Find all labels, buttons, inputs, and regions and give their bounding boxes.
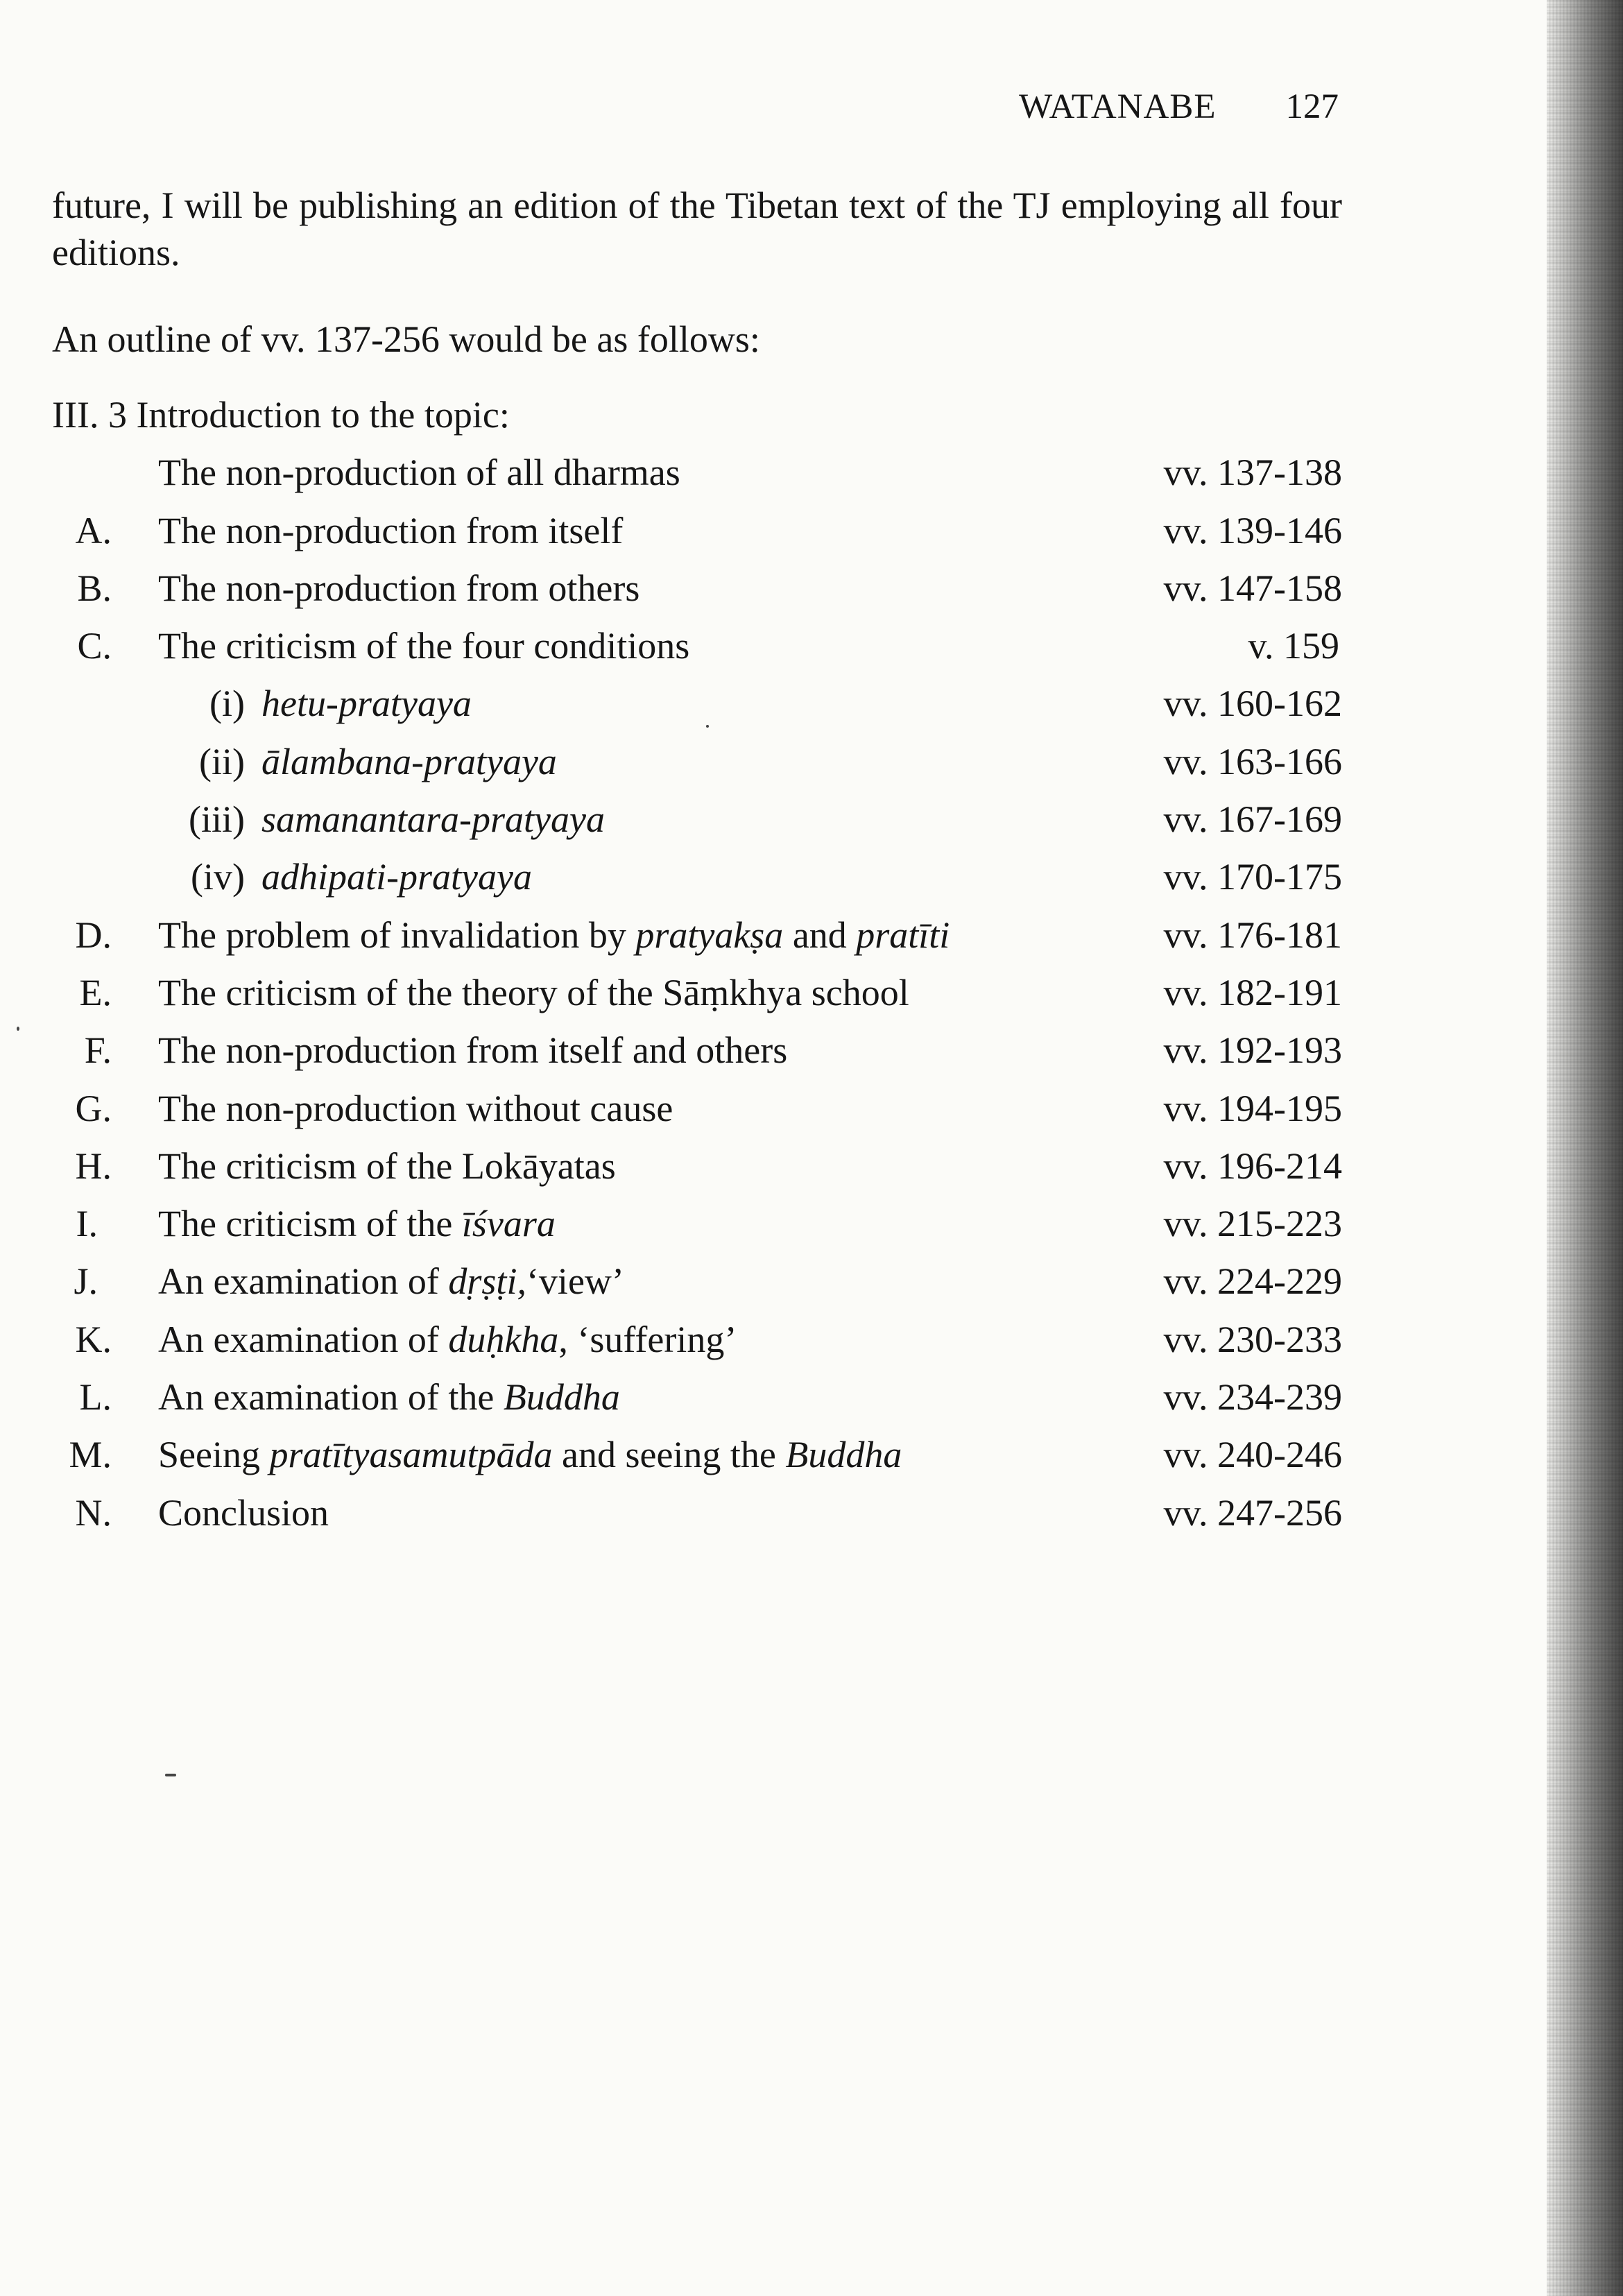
verse-range: vv. 139-146 [1163,509,1342,551]
verse-range: vv. 160-162 [1163,683,1342,725]
outline-row [52,964,1342,1022]
verse-range: vv. 163-166 [1163,740,1342,782]
outline-item-label: L. [79,1376,112,1419]
outline-subrow [52,675,1342,733]
text-run: and seeing the [552,1434,786,1476]
verse-range: vv. 182-191 [1163,971,1342,1013]
outline-item-label: H. [75,1145,112,1187]
outline-row [52,1195,1342,1253]
outline-row [52,1311,1342,1369]
verse-range: vv. 247-256 [1163,1491,1342,1534]
outline-subitem-text: adhipati-pratyaya [261,856,532,898]
outline-subrow [52,791,1342,848]
outline-row [52,560,1342,617]
outline-section-heading [52,386,1342,444]
verse-range: vv. 234-239 [1163,1376,1342,1419]
text-run: , ‘suffering’ [558,1318,737,1360]
outline-item-label: B. [77,567,112,609]
text-run: An examination of the [158,1376,504,1419]
scan-speck [17,1027,19,1031]
outline-subitem-label: (iii) [189,798,245,841]
outline-subitem-label: (iv) [191,856,245,898]
outline-row [52,1138,1342,1195]
outline-item-text: The criticism of the theory of the Sāṃkhya school [158,971,909,1013]
outline-item-label: F. [84,1029,112,1072]
sanskrit-term: dṛṣṭi, [448,1260,526,1303]
outline-item-text: The non-production without cause [158,1087,673,1129]
verse-range: vv. 230-233 [1163,1318,1342,1360]
outline-item-text: The non-production of all dharmas [158,452,680,494]
outline-item-text: The criticism of the Lokāyatas [158,1145,616,1187]
verse-range: vv. 170-175 [1163,856,1342,898]
outline-subitem-label: (i) [209,683,245,725]
outline-item-label: K. [75,1318,112,1360]
verse-range: vv. 194-195 [1163,1087,1342,1129]
outline-item-text [158,1369,620,1426]
outline-row [52,1080,1342,1138]
outline-subrow [52,848,1342,906]
verse-range: vv. 167-169 [1163,798,1342,841]
sanskrit-term: īśvara [461,1203,556,1245]
sanskrit-term: Buddha [785,1434,902,1476]
verse-range: vv. 240-246 [1163,1434,1342,1476]
outline-row [52,1022,1342,1079]
outline-item-label: M. [69,1434,112,1476]
outline-row [52,907,1342,964]
text-run: An examination of [158,1318,449,1360]
text-run: Seeing [158,1434,270,1476]
outline-item-label: D. [75,914,112,956]
running-header [1019,87,1339,127]
outline-item-label: C. [77,625,112,667]
outline-row [52,444,1342,502]
outline-item-label: I. [76,1203,98,1245]
text-run: ‘view’ [526,1260,624,1303]
verse-range: v. 159 [1248,625,1339,667]
outline-row [52,1369,1342,1426]
outline-subitem-text: ālambana-pratyaya [261,740,557,782]
scan-speck [706,725,709,728]
outline-item-text: Conclusion [158,1491,329,1534]
outline-subitem-text: hetu-pratyaya [261,683,472,725]
verse-range: vv. 215-223 [1163,1203,1342,1245]
outline-subrow [52,733,1342,791]
outline-item-text [158,1426,902,1484]
sanskrit-term: pratīti [856,914,950,956]
verse-range: vv. 147-158 [1163,567,1342,609]
verse-range: vv. 176-181 [1163,914,1342,956]
scan-speck [165,1774,176,1776]
verse-range: vv. 192-193 [1163,1029,1342,1072]
outline-item-text [158,1253,624,1310]
verse-range: vv. 196-214 [1163,1145,1342,1187]
outline-subitem-label: (ii) [199,740,245,782]
sanskrit-term: duḥkha [448,1318,559,1360]
outline-intro-paragraph: An outline of vv. 137-256 would be as follows: [52,318,760,360]
outline-row [52,1426,1342,1484]
sanskrit-term: Buddha [503,1376,620,1419]
outline-subitem-text: samanantara-pratyaya [261,798,605,841]
outline-item-text: The non-production from itself and others [158,1029,788,1072]
outline-list [52,386,1342,1542]
outline-item-text: The non-production from others [158,567,640,609]
outline-item-label: E. [79,971,112,1013]
outline-item-label: N. [75,1491,112,1534]
section-title: III. 3 Introduction to the topic: [52,394,510,436]
sanskrit-term: pratītyasamutpāda [269,1434,553,1476]
outline-item-label: J. [74,1260,98,1303]
outline-item-text [158,907,950,964]
outline-row [52,617,1342,675]
verse-range: vv. 224-229 [1163,1260,1342,1303]
outline-row [52,1253,1342,1310]
text-run: The criticism of the [158,1203,462,1245]
outline-row [52,502,1342,560]
text-run: The problem of invalidation by [158,914,636,956]
outline-item-label: G. [75,1087,112,1129]
outline-item-text: The non-production from itself [158,509,624,551]
sanskrit-term: pratyakṣa [635,914,784,956]
outline-item-text: The criticism of the four conditions [158,625,690,667]
outline-row [52,1484,1342,1542]
header-author: WATANABE [1019,87,1217,126]
text-run: and [783,914,857,956]
text-run: An examination of [158,1260,449,1303]
page-number: 127 [1285,87,1339,126]
outline-item-text [158,1195,556,1253]
body-paragraph: future, I will be publishing an edition of the Tibetan text of the TJ employing all four editions. [52,185,1342,273]
verse-range: vv. 137-138 [1163,452,1342,494]
outline-item-label: A. [75,509,112,551]
outline-item-text [158,1311,737,1369]
scan-gutter-shadow [1547,0,1623,2296]
